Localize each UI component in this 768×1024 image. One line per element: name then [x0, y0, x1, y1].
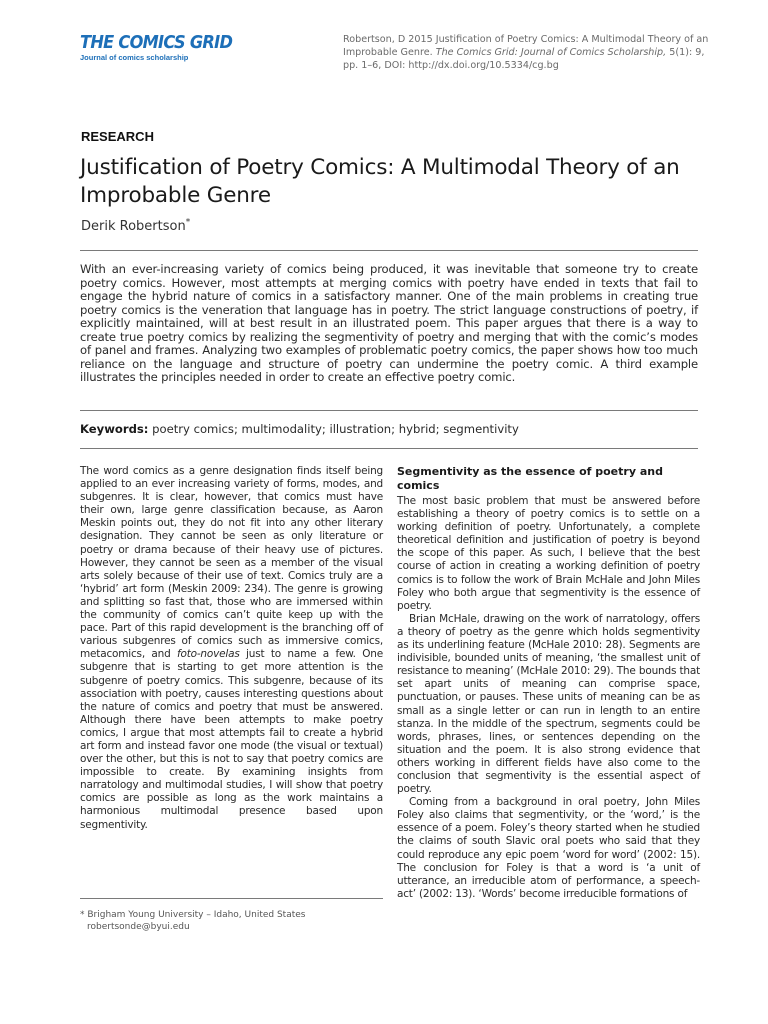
section-label: RESEARCH — [81, 129, 154, 144]
citation-text: Robertson, D 2015 Justification of Poetry Comics: A Multimodal Theory of an Improbable Genre. — [343, 34, 709, 58]
body-text: just to name a few. One subgenre that is starting to get more attention is the subgenre of poetry comics. This subgenre, because of its association with poetry, causes interesting questions about the nature of comics and poetry that must be answered. Although there have been attempts to make poetry comics, I argue that most attempts fail to create a hybrid art form and instead favor one mode (the visual or textual) over the other, but this is not to say that poetry comics are impossible to create. By examining insights from narratology and multimodal studies, I will show that poetry comics are possible as long as the work maintains a harmonious multimodal presence based upon segmentivity. — [80, 648, 383, 831]
body-paragraph: Coming from a background in oral poetry, John Miles Foley also claims that segmentivity, or the ‘word,’ is the essence of a poem. Foley’s theory started when he studied the claims of south Slavic oral poets who said that they could reproduce any epic poem ‘word for word’ (2002: 15). The conclusion for Foley is that a word is ‘a unit of utterance, an irreducible atom of performance, a speech-act’ (2002: 13). ‘Words’ become irreducible formations of — [397, 796, 700, 900]
divider — [80, 448, 698, 449]
citation-journal: The Comics Grid: Journal of Comics Scholarship, — [435, 47, 667, 58]
body-paragraph — [80, 465, 383, 832]
footnote-divider — [80, 898, 383, 899]
citation-volume-doi: 5(1): 9, pp. 1–6, DOI: http://dx.doi.org/10.5334/cg.bg — [343, 47, 705, 71]
author-name: Derik Robertson — [81, 219, 186, 234]
footnote-affiliation: * Brigham Young University – Idaho, United States — [80, 910, 306, 920]
author-line — [81, 219, 190, 234]
journal-logo — [80, 34, 249, 62]
body-column-right — [397, 465, 700, 901]
footnote-email[interactable]: robertsonde@byui.edu — [87, 922, 190, 932]
body-paragraph: Brian McHale, drawing on the work of narratology, offers a theory of poetry as the genre which holds segmentivity as its underlining feature (McHale 2010: 28). Segments are indivisible, bounded units of meaning, ‘the smallest unit of resistance to meaning’ (McHale 2010: 29). The bounds that set apart units of meaning can comprise space, punctuation, or pauses. These units of meaning can be as small as a single letter or can run in length to an entire stanza. In the middle of the spectrum, segments could be words, phrases, lines, or sentences depending on the situation and the poem. It is also strong evidence that others working in different fields have also come to the conclusion that segmentivity is the essential aspect of poetry. — [397, 612, 700, 796]
keywords-label: Keywords: — [80, 422, 149, 436]
body-paragraph: The most basic problem that must be answered before establishing a theory of poetry comics is to settle on a working definition of poetry. Unfortunately, a complete theoretical definition and justification of poetry is beyond the scope of this paper. As such, I believe that the best course of action in creating a working definition of poetry comics is to follow the work of Brain McHale and John Miles Foley who both argue that segmentivity is the essence of poetry. — [397, 495, 700, 612]
footnote — [80, 909, 383, 933]
journal-logo-tagline: Journal of comics scholarship — [80, 53, 189, 62]
article-title: Justification of Poetry Comics: A Multimodal Theory of an Improbable Genre — [80, 155, 680, 208]
keywords-list: poetry comics; multimodality; illustration; hybrid; segmentivity — [152, 422, 519, 436]
body-column-left — [80, 465, 383, 832]
abstract: With an ever-increasing variety of comics being produced, it was inevitable that someone try to create poetry comics. However, most attempts at merging comics with poetry have ended in texts that fail to engage the hybrid nature of comics in a satisfactory manner. One of the main problems in creating true poetry comics is the veneration that language has in poetry. The strict language constructions of poetry, if explicitly maintained, will at best result in an illustrated poem. This paper argues that there is a way to create true poetry comics by realizing the segmentivity of poetry and merging that with the comic’s modes of panel and frames. Analyzing two examples of problematic poetry comics, the paper shows how too much reliance on the language and structure of poetry can undermine the poetry comic. A third example illustrates the principles needed in order to create an effective poetry comic. — [80, 262, 698, 384]
journal-logo-wordmark: THE COMICS GRID — [80, 32, 233, 53]
body-italic-term: foto-novelas — [176, 648, 240, 661]
keywords — [80, 422, 698, 436]
citation — [343, 33, 713, 72]
author-affiliation-mark: * — [185, 217, 191, 228]
body-text: The word comics as a genre designation finds itself being applied to an ever increasing variety of forms, modes, and subgenres. It is clear, however, that comics must have their own, large genre classification because, as Aaron Meskin points out, they do not fit into any other literary designation. They cannot be seen as only literature or poetry or drama because of their heavy use of pictures. However, they cannot be seen as a member of the visual arts solely because of their use of text. Comics truly are a ‘hybrid’ art form (Meskin 2009: 234). The genre is growing and splitting so fast that, those who are immersed within the community of comics can’t quite keep up with the pace. Part of this rapid development is the branching off of various subgenres of comics such as immersive comics, metacomics, and — [80, 465, 383, 661]
divider — [80, 250, 698, 251]
divider — [80, 410, 698, 411]
section-heading: Segmentivity as the essence of poetry and comics — [397, 465, 663, 492]
